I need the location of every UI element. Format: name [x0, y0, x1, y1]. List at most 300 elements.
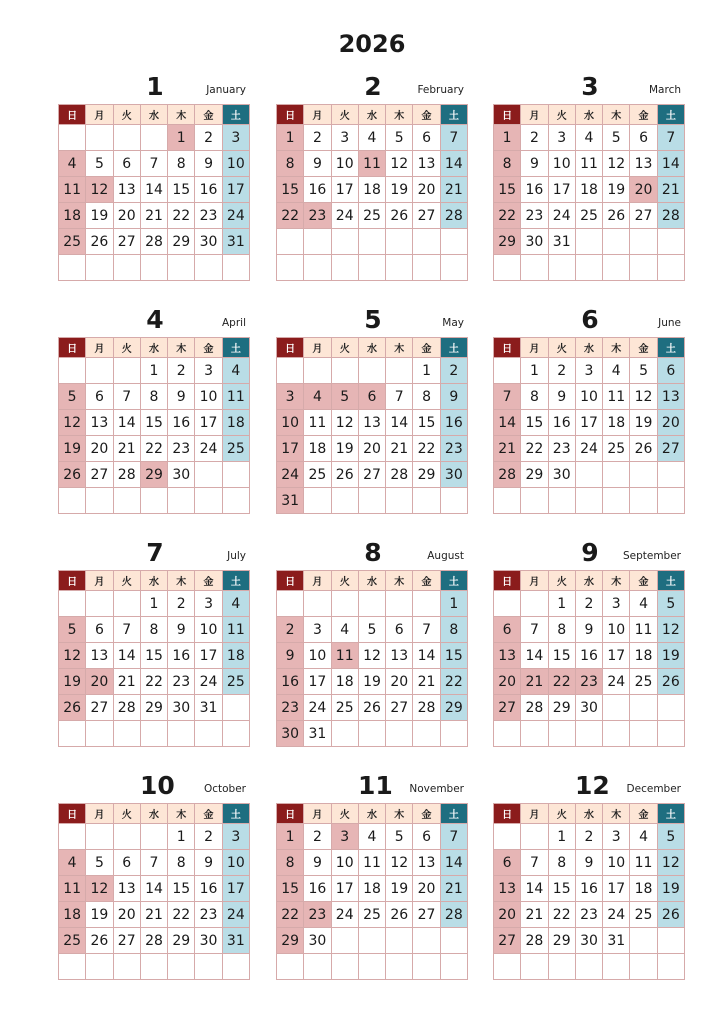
- weekday-row: [494, 338, 685, 358]
- day-cell: 20: [657, 410, 684, 436]
- week-row: [494, 410, 685, 436]
- weekday-header: 土: [440, 804, 467, 824]
- day-cell: 3: [277, 384, 304, 410]
- weekday-header: 火: [113, 105, 140, 125]
- day-cell: 21: [440, 876, 467, 902]
- day-cell: [358, 229, 385, 255]
- day-cell: 5: [86, 850, 113, 876]
- weekday-row: [494, 105, 685, 125]
- week-row: [494, 203, 685, 229]
- weekday-row: [277, 105, 468, 125]
- day-cell: 27: [494, 928, 521, 954]
- day-cell: 29: [494, 229, 521, 255]
- day-cell: 3: [304, 617, 331, 643]
- weekday-header: 月: [521, 105, 548, 125]
- day-cell: 31: [548, 229, 575, 255]
- day-cell: 4: [358, 824, 385, 850]
- weekday-header: 金: [413, 804, 440, 824]
- day-cell: 5: [386, 824, 413, 850]
- day-cell: 26: [86, 229, 113, 255]
- day-cell: [195, 954, 222, 980]
- day-cell: 9: [195, 850, 222, 876]
- weekday-header: 木: [168, 804, 195, 824]
- day-cell: 6: [630, 125, 657, 151]
- weekday-header: 金: [195, 571, 222, 591]
- day-cell: 23: [168, 436, 195, 462]
- month-header: [58, 771, 250, 803]
- day-cell: 1: [548, 824, 575, 850]
- day-cell: 16: [575, 876, 602, 902]
- week-row: [59, 643, 250, 669]
- weekday-header: 木: [386, 105, 413, 125]
- week-row: [277, 954, 468, 980]
- day-cell: 7: [113, 617, 140, 643]
- day-cell: 16: [521, 177, 548, 203]
- day-cell: 19: [657, 876, 684, 902]
- weekday-header: 木: [386, 804, 413, 824]
- day-cell: 19: [630, 410, 657, 436]
- day-cell: 6: [386, 617, 413, 643]
- week-row: [277, 721, 468, 747]
- day-cell: 7: [140, 850, 167, 876]
- month-table: [58, 337, 250, 514]
- week-row: [277, 358, 468, 384]
- day-cell: [331, 954, 358, 980]
- weekday-row: [59, 571, 250, 591]
- week-row: [59, 824, 250, 850]
- weekday-header: 日: [59, 571, 86, 591]
- day-cell: 26: [386, 203, 413, 229]
- day-cell: 22: [494, 203, 521, 229]
- month-block: [276, 771, 468, 980]
- day-cell: 18: [575, 177, 602, 203]
- day-cell: [630, 695, 657, 721]
- week-row: [59, 151, 250, 177]
- day-cell: [575, 721, 602, 747]
- month-block: [276, 305, 468, 514]
- day-cell: 10: [575, 384, 602, 410]
- day-cell: [358, 255, 385, 281]
- month-header: [493, 538, 685, 570]
- day-cell: [331, 255, 358, 281]
- day-cell: 4: [603, 358, 630, 384]
- day-cell: [331, 721, 358, 747]
- month-block: [493, 771, 685, 980]
- day-cell: 29: [277, 928, 304, 954]
- week-row: [59, 695, 250, 721]
- week-row: [59, 721, 250, 747]
- day-cell: [657, 721, 684, 747]
- day-cell: [521, 591, 548, 617]
- month-number: 11: [358, 771, 393, 800]
- month-name: April: [222, 317, 246, 329]
- month-block: [493, 538, 685, 747]
- week-row: [494, 125, 685, 151]
- day-cell: 17: [331, 876, 358, 902]
- day-cell: 23: [277, 695, 304, 721]
- weekday-header: 火: [548, 338, 575, 358]
- week-row: [277, 203, 468, 229]
- month-number: 10: [140, 771, 175, 800]
- day-cell: 9: [575, 850, 602, 876]
- day-cell: [113, 591, 140, 617]
- day-cell: 29: [168, 229, 195, 255]
- weekday-header: 月: [86, 571, 113, 591]
- day-cell: [630, 488, 657, 514]
- day-cell: 30: [195, 229, 222, 255]
- day-cell: 28: [440, 203, 467, 229]
- day-cell: 28: [413, 695, 440, 721]
- day-cell: 14: [386, 410, 413, 436]
- day-cell: 14: [113, 410, 140, 436]
- day-cell: 15: [413, 410, 440, 436]
- day-cell: 23: [195, 203, 222, 229]
- day-cell: 10: [331, 850, 358, 876]
- day-cell: 19: [86, 902, 113, 928]
- day-cell: 10: [331, 151, 358, 177]
- day-cell: [304, 591, 331, 617]
- week-row: [494, 928, 685, 954]
- day-cell: 7: [521, 617, 548, 643]
- day-cell: 24: [548, 203, 575, 229]
- day-cell: 8: [140, 384, 167, 410]
- month-block: [58, 72, 250, 281]
- weekday-header: 日: [277, 804, 304, 824]
- week-row: [494, 954, 685, 980]
- day-cell: 22: [277, 203, 304, 229]
- day-cell: 24: [331, 203, 358, 229]
- day-cell: 25: [575, 203, 602, 229]
- day-cell: 17: [195, 643, 222, 669]
- day-cell: 27: [86, 462, 113, 488]
- month-number: 1: [146, 72, 164, 101]
- day-cell: [386, 721, 413, 747]
- day-cell: [603, 695, 630, 721]
- weekday-header: 水: [140, 804, 167, 824]
- weekday-row: [494, 571, 685, 591]
- day-cell: 11: [358, 850, 385, 876]
- day-cell: 20: [358, 436, 385, 462]
- day-cell: 2: [548, 358, 575, 384]
- week-row: [277, 229, 468, 255]
- day-cell: 29: [521, 462, 548, 488]
- day-cell: [222, 695, 249, 721]
- day-cell: [358, 954, 385, 980]
- day-cell: 12: [386, 151, 413, 177]
- day-cell: 27: [630, 203, 657, 229]
- day-cell: 10: [277, 410, 304, 436]
- day-cell: [657, 695, 684, 721]
- day-cell: 27: [86, 695, 113, 721]
- weekday-header: 木: [603, 105, 630, 125]
- day-cell: 25: [222, 669, 249, 695]
- day-cell: 8: [548, 850, 575, 876]
- day-cell: 8: [548, 617, 575, 643]
- week-row: [59, 850, 250, 876]
- day-cell: 29: [140, 462, 167, 488]
- day-cell: 26: [86, 928, 113, 954]
- day-cell: [59, 824, 86, 850]
- weekday-header: 月: [86, 804, 113, 824]
- day-cell: 23: [304, 902, 331, 928]
- day-cell: 23: [195, 902, 222, 928]
- day-cell: 22: [168, 203, 195, 229]
- week-row: [277, 824, 468, 850]
- day-cell: 14: [140, 177, 167, 203]
- day-cell: 3: [222, 125, 249, 151]
- weekday-header: 日: [277, 105, 304, 125]
- month-name: September: [622, 550, 681, 562]
- month-name: January: [206, 84, 246, 96]
- day-cell: 8: [277, 151, 304, 177]
- weekday-header: 水: [575, 804, 602, 824]
- weekday-header: 水: [575, 571, 602, 591]
- day-cell: 16: [304, 876, 331, 902]
- day-cell: 9: [277, 643, 304, 669]
- day-cell: 27: [113, 229, 140, 255]
- week-row: [277, 695, 468, 721]
- day-cell: 12: [86, 876, 113, 902]
- day-cell: [222, 488, 249, 514]
- week-row: [494, 462, 685, 488]
- day-cell: 17: [575, 410, 602, 436]
- day-cell: 2: [168, 591, 195, 617]
- weekday-header: 土: [440, 105, 467, 125]
- day-cell: [386, 591, 413, 617]
- day-cell: 5: [657, 824, 684, 850]
- day-cell: 24: [277, 462, 304, 488]
- day-cell: 20: [386, 669, 413, 695]
- week-row: [59, 902, 250, 928]
- week-row: [277, 462, 468, 488]
- day-cell: [222, 721, 249, 747]
- month-table: [58, 570, 250, 747]
- day-cell: [222, 462, 249, 488]
- day-cell: 3: [195, 358, 222, 384]
- day-cell: 19: [358, 669, 385, 695]
- day-cell: 20: [413, 876, 440, 902]
- month-table: [58, 104, 250, 281]
- week-row: [59, 229, 250, 255]
- day-cell: 5: [59, 384, 86, 410]
- day-cell: 14: [440, 850, 467, 876]
- weekday-header: 水: [358, 804, 385, 824]
- weekday-row: [59, 338, 250, 358]
- day-cell: 9: [195, 151, 222, 177]
- day-cell: 1: [140, 591, 167, 617]
- day-cell: [413, 928, 440, 954]
- day-cell: 21: [413, 669, 440, 695]
- day-cell: [548, 721, 575, 747]
- day-cell: 22: [168, 902, 195, 928]
- week-row: [277, 151, 468, 177]
- day-cell: 26: [657, 902, 684, 928]
- day-cell: [59, 954, 86, 980]
- day-cell: 4: [222, 358, 249, 384]
- day-cell: 18: [630, 876, 657, 902]
- day-cell: 26: [657, 669, 684, 695]
- day-cell: [494, 488, 521, 514]
- day-cell: 9: [168, 384, 195, 410]
- month-name: May: [442, 317, 464, 329]
- day-cell: [494, 824, 521, 850]
- day-cell: [657, 928, 684, 954]
- day-cell: 1: [168, 824, 195, 850]
- week-row: [59, 591, 250, 617]
- day-cell: 11: [603, 384, 630, 410]
- day-cell: [86, 721, 113, 747]
- day-cell: 11: [358, 151, 385, 177]
- weekday-header: 金: [195, 105, 222, 125]
- day-cell: 17: [331, 177, 358, 203]
- day-cell: 27: [413, 203, 440, 229]
- day-cell: [195, 721, 222, 747]
- day-cell: [413, 591, 440, 617]
- weekday-header: 土: [440, 338, 467, 358]
- weekday-header: 木: [386, 338, 413, 358]
- day-cell: 4: [331, 617, 358, 643]
- weekday-header: 水: [140, 105, 167, 125]
- day-cell: [86, 954, 113, 980]
- day-cell: 24: [575, 436, 602, 462]
- day-cell: 3: [548, 125, 575, 151]
- day-cell: [113, 125, 140, 151]
- day-cell: [59, 125, 86, 151]
- weekday-header: 火: [331, 804, 358, 824]
- weekday-header: 日: [277, 571, 304, 591]
- day-cell: [277, 255, 304, 281]
- day-cell: [86, 591, 113, 617]
- day-cell: 3: [195, 591, 222, 617]
- day-cell: [304, 954, 331, 980]
- weekday-header: 日: [277, 338, 304, 358]
- day-cell: [331, 229, 358, 255]
- month-block: [276, 72, 468, 281]
- week-row: [277, 850, 468, 876]
- day-cell: 6: [494, 850, 521, 876]
- day-cell: 1: [521, 358, 548, 384]
- day-cell: 28: [657, 203, 684, 229]
- day-cell: [440, 488, 467, 514]
- day-cell: [86, 488, 113, 514]
- week-row: [59, 436, 250, 462]
- day-cell: [548, 255, 575, 281]
- day-cell: 12: [59, 643, 86, 669]
- week-row: [277, 488, 468, 514]
- month-table: [58, 803, 250, 980]
- day-cell: 16: [548, 410, 575, 436]
- day-cell: [59, 358, 86, 384]
- day-cell: 15: [548, 876, 575, 902]
- day-cell: 22: [440, 669, 467, 695]
- day-cell: 11: [630, 617, 657, 643]
- day-cell: [331, 358, 358, 384]
- week-row: [494, 617, 685, 643]
- weekday-header: 水: [358, 105, 385, 125]
- day-cell: 5: [603, 125, 630, 151]
- day-cell: 11: [331, 643, 358, 669]
- day-cell: 22: [548, 669, 575, 695]
- day-cell: 25: [59, 229, 86, 255]
- month-name: June: [658, 317, 681, 329]
- day-cell: [548, 488, 575, 514]
- day-cell: [331, 928, 358, 954]
- weekday-header: 土: [657, 338, 684, 358]
- day-cell: [304, 488, 331, 514]
- day-cell: [575, 954, 602, 980]
- day-cell: 10: [222, 151, 249, 177]
- month-block: [493, 305, 685, 514]
- day-cell: 6: [413, 125, 440, 151]
- month-block: [493, 72, 685, 281]
- weekday-header: 火: [331, 105, 358, 125]
- day-cell: 26: [358, 695, 385, 721]
- day-cell: 30: [168, 695, 195, 721]
- month-block: [276, 538, 468, 747]
- month-table: [493, 337, 685, 514]
- weekday-header: 火: [548, 105, 575, 125]
- week-row: [59, 384, 250, 410]
- day-cell: 21: [440, 177, 467, 203]
- month-name: July: [227, 550, 246, 562]
- day-cell: [304, 229, 331, 255]
- day-cell: 6: [113, 850, 140, 876]
- day-cell: [277, 358, 304, 384]
- day-cell: [630, 721, 657, 747]
- day-cell: 15: [494, 177, 521, 203]
- day-cell: [657, 488, 684, 514]
- day-cell: [548, 954, 575, 980]
- day-cell: [521, 824, 548, 850]
- day-cell: 5: [630, 358, 657, 384]
- day-cell: 13: [86, 643, 113, 669]
- day-cell: [113, 488, 140, 514]
- day-cell: 27: [494, 695, 521, 721]
- weekday-header: 火: [548, 571, 575, 591]
- day-cell: 26: [603, 203, 630, 229]
- day-cell: 2: [277, 617, 304, 643]
- day-cell: 8: [168, 850, 195, 876]
- day-cell: 2: [168, 358, 195, 384]
- weekday-row: [277, 338, 468, 358]
- week-row: [59, 410, 250, 436]
- day-cell: [195, 255, 222, 281]
- day-cell: [657, 255, 684, 281]
- weekday-header: 月: [521, 804, 548, 824]
- weekday-header: 火: [331, 571, 358, 591]
- day-cell: [195, 462, 222, 488]
- month-number: 6: [581, 305, 599, 334]
- day-cell: 14: [657, 151, 684, 177]
- week-row: [494, 229, 685, 255]
- day-cell: 1: [168, 125, 195, 151]
- day-cell: 12: [331, 410, 358, 436]
- week-row: [277, 255, 468, 281]
- day-cell: 12: [59, 410, 86, 436]
- day-cell: 5: [59, 617, 86, 643]
- day-cell: 17: [195, 410, 222, 436]
- week-row: [494, 643, 685, 669]
- day-cell: 21: [657, 177, 684, 203]
- day-cell: 13: [413, 151, 440, 177]
- day-cell: 25: [331, 695, 358, 721]
- month-header: [276, 72, 468, 104]
- week-row: [59, 669, 250, 695]
- month-number: 5: [364, 305, 382, 334]
- day-cell: [304, 255, 331, 281]
- week-row: [59, 876, 250, 902]
- day-cell: 5: [386, 125, 413, 151]
